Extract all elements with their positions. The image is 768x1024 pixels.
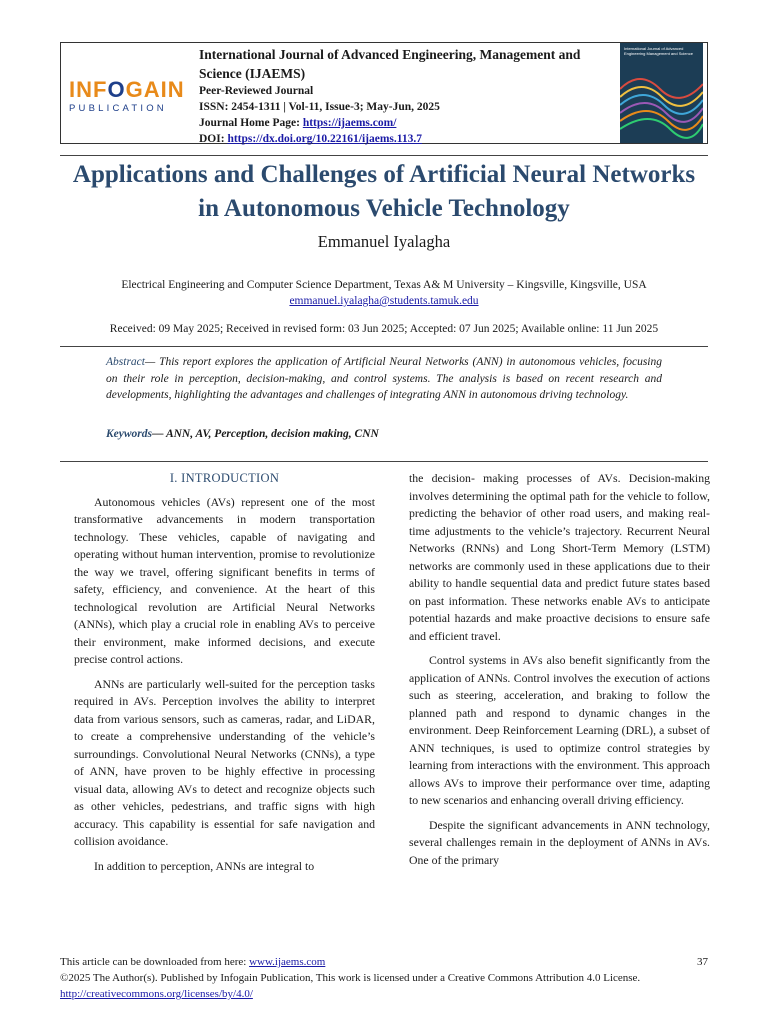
divider — [60, 155, 708, 156]
peer-reviewed-label: Peer-Reviewed Journal — [199, 85, 314, 97]
article-dates: Received: 09 May 2025; Received in revised form: 03 Jun 2025; Accepted: 07 Jun 2025; Available online: 11 Jun 2025 — [109, 323, 659, 335]
paragraph: Control systems in AVs also benefit significantly from the application of ANNs. Control involves the execution of actions such as steering, acceleration, and braking to follow the planned path and respond to dynamic changes in the environment. Deep Reinforcement Learning (DRL), a subset of ANN techniques, is used to optimize control strategies by learning from interactions with the environment. This approach allows AVs to improve their performance over time, adapting to new scenarios and enhancing overall driving efficiency. — [409, 653, 710, 807]
journal-cover-image — [620, 43, 703, 143]
keywords-text: — ANN, AV, Perception, decision making, CNN — [152, 428, 379, 440]
paragraph: Autonomous vehicles (AVs) represent one of the most transformative advancements in modern transportation technology. These vehicles, capable of navigating and operating without human intervention, promise to revolutionize the way we travel, offering significant benefits in terms of safety, efficiency, and convenience. At the heart of this technological revolution are Artificial Neural Networks (ANNs), which play a crucial role in enabling AVs to perceive their environment, make informed decisions, and execute precise control actions. — [74, 494, 375, 666]
page-number: 37 — [697, 956, 708, 968]
doi-label: DOI: — [199, 133, 228, 145]
page-footer — [60, 954, 708, 1002]
left-column — [74, 470, 375, 882]
abstract-label: Abstract — [106, 356, 145, 368]
license-link[interactable]: http://creativecommons.org/licenses/by/4.0/ — [60, 988, 253, 1000]
journal-header — [60, 42, 708, 144]
author-affiliation — [0, 277, 768, 309]
download-link[interactable]: www.ijaems.com — [249, 956, 326, 968]
divider — [60, 461, 708, 462]
homepage-link[interactable]: https://ijaems.com/ — [302, 117, 397, 129]
cover-title: International Journal of Advanced Engineering Management and Science — [624, 46, 693, 56]
cover-artwork — [620, 59, 703, 139]
affiliation-text: Electrical Engineering and Computer Science Department, Texas A& M University – Kingsville, Kingsville, USA — [121, 279, 647, 291]
journal-info — [199, 45, 619, 147]
keywords — [106, 428, 662, 440]
license-text: ©2025 The Author(s). Published by Infogain Publication, This work is licensed under a Creative Commons Attribution 4.0 License. — [60, 972, 641, 984]
paragraph: the decision- making processes of AVs. Decision-making involves determining the optimal path for the vehicle to follow, predicting the behavior of other road users, and making real- time adjustments to the vehicle’s trajectory. Recurrent Neural Networks (RNNs) and Long Short-Term Memory (LSTM) networks are commonly used in these applications due to their ability to handle sequential data and predict future states based on past information. These networks enable AVs to anticipate potential hazards and make proactive decisions to ensure safe and efficient travel. — [409, 471, 710, 643]
journal-title: International Journal of Advanced Engineering, Management and Science (IJAEMS) — [199, 47, 581, 81]
issn-line: ISSN: 2454-1311 | Vol-11, Issue-3; May-Jun, 2025 — [199, 101, 440, 113]
article-title: Applications and Challenges of Artificial Neural Networks in Autonomous Vehicle Technology — [72, 161, 696, 222]
paragraph: In addition to perception, ANNs are integral to — [94, 858, 315, 873]
divider — [60, 346, 708, 347]
author-name: Emmanuel Iyalagha — [317, 232, 451, 251]
paragraph: Despite the significant advancements in ANN technology, several challenges remain in the deployment of ANNs in AVs. One of the primary — [409, 817, 710, 867]
paragraph: ANNs are particularly well-suited for the perception tasks required in AVs. Perception involves the ability to interpret data from various sensors, such as cameras, radar, and LiDAR, to create a comprehensive understanding of the vehicle’s surroundings. Convolutional Neural Networks (CNNs), a type of ANN, have proven to be highly effective in processing visual data, allowing AVs to detect and recognize objects such as other vehicles, pedestrians, and traffic signs with high accuracy. This capability is essential for safe navigation and collision avoidance. — [74, 676, 375, 848]
homepage-label: Journal Home Page: — [199, 117, 303, 129]
doi-link[interactable]: https://dx.doi.org/10.22161/ijaems.113.7 — [227, 133, 422, 145]
download-label: This article can be downloaded from here: — [60, 956, 250, 968]
right-column — [409, 470, 710, 876]
logo-subtitle: PUBLICATION — [69, 103, 167, 114]
publisher-logo: INFOGAIN PUBLICATION — [69, 79, 189, 114]
author-email-link[interactable]: emmanuel.iyalagha@students.tamuk.edu — [289, 295, 479, 307]
keywords-label: Keywords — [106, 428, 152, 440]
abstract-text: — This report explores the application of Artificial Neural Networks (ANN) in autonomous vehicles, focusing on their role in perception, decision-making, and control systems. The analysis is based on recent research and developments, highlighting the advantages and challenges of integrating ANN in autonomous driving technology. — [106, 356, 662, 401]
abstract — [106, 354, 662, 404]
section-heading: I. INTRODUCTION — [169, 471, 280, 485]
